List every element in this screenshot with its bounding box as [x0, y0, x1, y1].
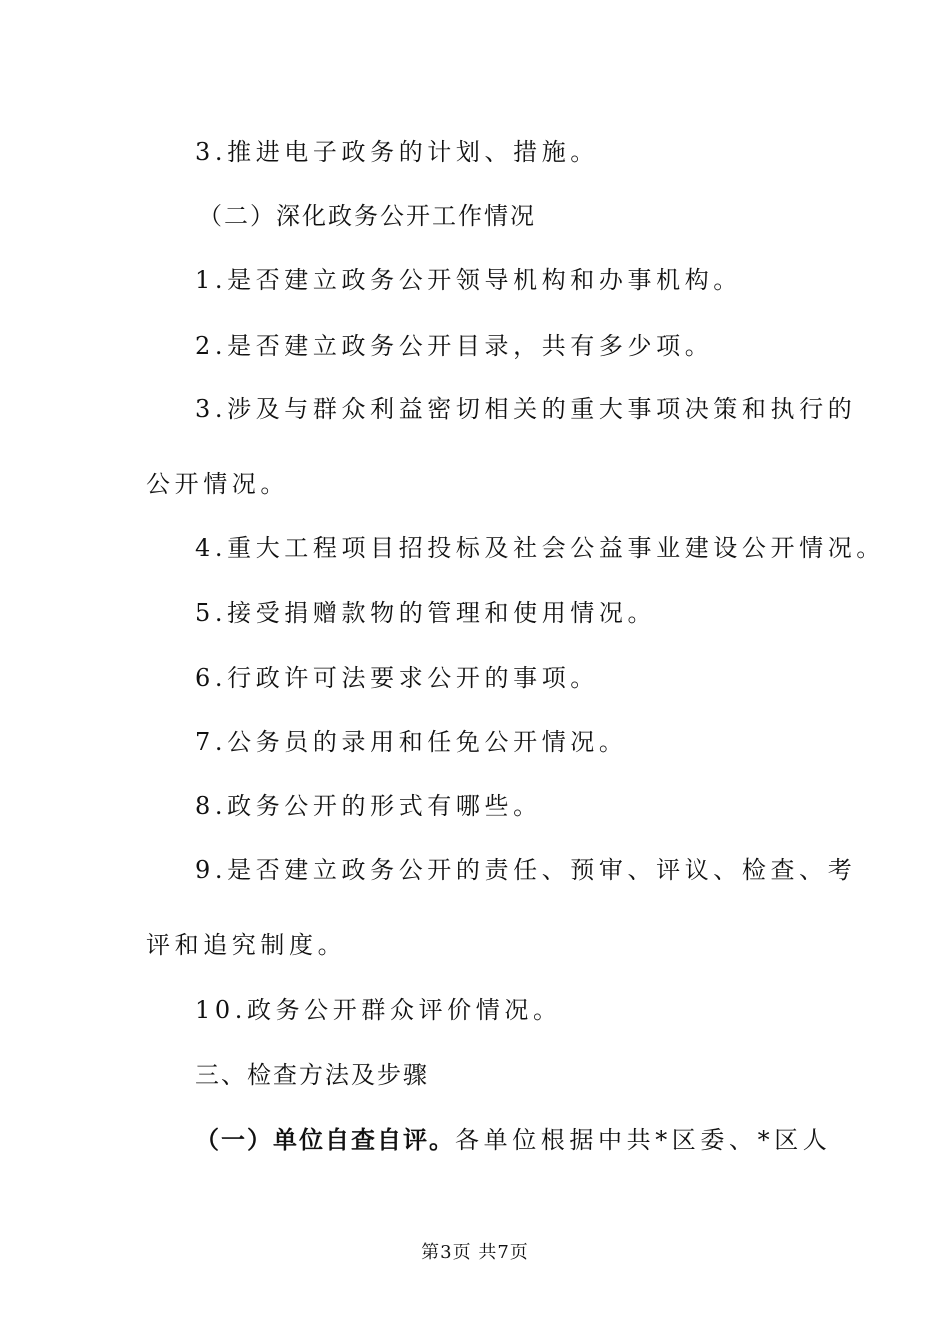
- list-item: 4.重大工程项目招投标及社会公益事业建设公开情况。: [195, 534, 885, 562]
- list-item: 3.涉及与群众利益密切相关的重大事项决策和执行的: [195, 395, 857, 423]
- list-item-continuation: 公开情况。: [146, 470, 289, 498]
- list-item: 5.接受捐赠款物的管理和使用情况。: [195, 599, 657, 627]
- page-footer: 第3页 共7页: [421, 1242, 529, 1263]
- paragraph-text: 各单位根据中共*区委、*区人: [455, 1126, 832, 1154]
- list-item: 6.行政许可法要求公开的事项。: [195, 664, 599, 692]
- list-item-continuation: 评和追究制度。: [146, 931, 347, 959]
- list-item: 9.是否建立政务公开的责任、预审、评议、检查、考: [195, 856, 857, 884]
- list-item: 2.是否建立政务公开目录，共有多少项。: [195, 332, 714, 360]
- list-item: 10.政务公开群众评价情况。: [195, 996, 562, 1024]
- list-item: 3.推进电子政务的计划、措施。: [195, 138, 599, 166]
- list-item: 8.政务公开的形式有哪些。: [195, 792, 542, 820]
- section-heading: 三、检查方法及步骤: [195, 1061, 429, 1089]
- list-item: 1.是否建立政务公开领导机构和办事机构。: [195, 266, 742, 294]
- section-heading: （二）深化政务公开工作情况: [198, 202, 536, 230]
- paragraph: [195, 1124, 831, 1156]
- paragraph-lead: （一）单位自查自评。: [195, 1126, 455, 1154]
- list-item: 7.公务员的录用和任免公开情况。: [195, 728, 628, 756]
